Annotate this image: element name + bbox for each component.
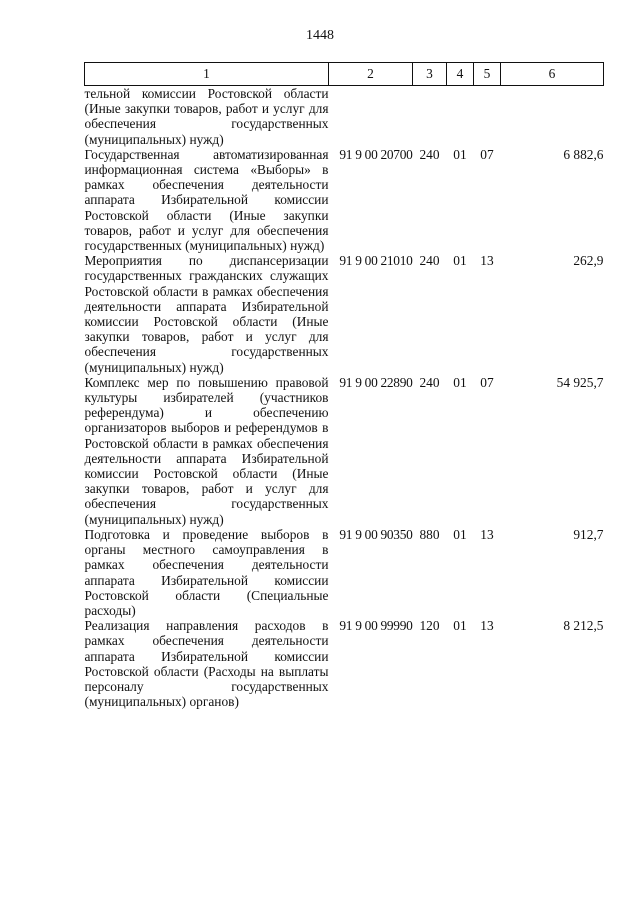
row-expense-type: 240 (419, 146, 440, 162)
row-target-article: 91 9 00 90350 (339, 526, 413, 542)
row-amount (501, 86, 604, 147)
header-col-1: 1 (85, 63, 329, 86)
row-description: Мероприятия по диспансеризации государственных гражданских служащих Ростовской области в рамках обеспечения деятельности аппарата Избирательной комиссии Ростовской области (Иные закупки товаров, работ и услуг для обеспечения государственных (муниципальных) нужд) (84, 253, 329, 375)
row-amount: 6 882,6 (563, 146, 604, 162)
table-body (85, 86, 604, 710)
header-row (85, 63, 604, 86)
page-number: 1448 (306, 28, 334, 43)
row-subsection: 13 (480, 618, 494, 634)
row-section (447, 86, 474, 147)
row-expense-type: 120 (419, 618, 440, 634)
table-row (85, 618, 604, 709)
row-subsection (474, 86, 501, 147)
row-expense-type: 240 (419, 253, 440, 269)
table-row (85, 253, 604, 375)
row-section: 01 (453, 146, 467, 162)
table-row (85, 86, 604, 147)
row-target-article: 91 9 00 20700 (339, 146, 413, 162)
row-subsection: 07 (480, 146, 494, 162)
header-col-5: 5 (474, 63, 501, 86)
row-section: 01 (453, 253, 467, 269)
budget-table (84, 62, 604, 709)
row-target-article: 91 9 00 22890 (339, 374, 413, 390)
row-section: 01 (453, 618, 467, 634)
row-description: Государственная автоматизированная информационная система «Выборы» в рамках обеспечения деятельности аппарата Избирательной комиссии Ростовской области (Иные закупки товаров, работ и услуг для обеспечения государственных (муниципальных) нужд) (84, 146, 329, 254)
row-amount: 262,9 (573, 253, 604, 269)
row-section: 01 (453, 526, 467, 542)
row-subsection: 13 (480, 253, 494, 269)
row-expense-type: 880 (419, 526, 440, 542)
row-amount: 8 212,5 (563, 618, 604, 634)
row-target-article (329, 86, 413, 147)
row-expense-type (413, 86, 447, 147)
row-subsection: 13 (480, 526, 494, 542)
header-col-4: 4 (447, 63, 474, 86)
header-col-6: 6 (501, 63, 604, 86)
header-col-2: 2 (329, 63, 413, 86)
table-row (85, 375, 604, 527)
row-description: тельной комиссии Ростовской области (Иные закупки товаров, работ и услуг для обеспечения государственных (муниципальных) нужд) (84, 86, 329, 147)
row-expense-type: 240 (419, 374, 440, 390)
row-description: Реализация направления расходов в рамках обеспечения деятельности аппарата Избирательной комиссии Ростовской области (Расходы на выплаты персоналу государственных (муниципальных) органов) (84, 618, 329, 710)
header-col-3: 3 (413, 63, 447, 86)
row-amount: 54 925,7 (556, 374, 604, 390)
table-row (85, 527, 604, 618)
row-target-article: 91 9 00 99990 (339, 618, 413, 634)
row-amount: 912,7 (573, 526, 604, 542)
table-header (85, 63, 604, 86)
table-row (85, 147, 604, 253)
row-description: Подготовка и проведение выборов в органы местного самоуправления в рамках обеспечения деятельности аппарата Избирательной комиссии Ростовской области (Специальные расходы) (84, 526, 329, 618)
row-target-article: 91 9 00 21010 (339, 253, 413, 269)
row-section: 01 (453, 374, 467, 390)
row-subsection: 07 (480, 374, 494, 390)
row-description: Комплекс мер по повышению правовой культуры избирателей (участников референдума) и обеспечению организаторов выборов и референдумов в Ростовской области в рамках обеспечения деятельности аппарата Избирательной комиссии Ростовской области (Иные закупки товаров, работ и услуг для обеспечения государственных (муниципальных) нужд) (84, 374, 329, 527)
